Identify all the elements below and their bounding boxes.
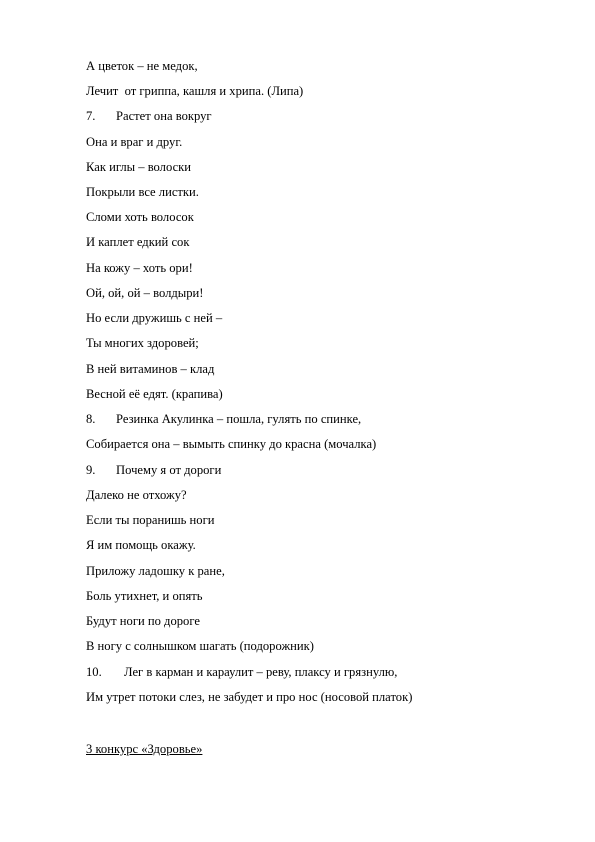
- text-line: Боль утихнет, и опять: [86, 589, 203, 603]
- text-line: И каплет едкий сок: [86, 235, 190, 249]
- text-line: Она и враг и друг.: [86, 135, 183, 149]
- text-line: В ней витаминов – клад: [86, 362, 215, 376]
- numbered-line: 7. Растет она вокруг: [86, 109, 212, 123]
- text-line: Лечит от гриппа, кашля и хрипа. (Липа): [86, 84, 304, 98]
- text-line: Будут ноги по дороге: [86, 614, 200, 628]
- text-line: Весной её едят. (крапива): [86, 387, 223, 401]
- numbered-line: 8. Резинка Акулинка – пошла, гулять по спинке,: [86, 412, 362, 426]
- text-line: Как иглы – волоски: [86, 160, 192, 174]
- text-line: На кожу – хоть ори!: [86, 261, 193, 275]
- text-line: Ты многих здоровей;: [86, 336, 199, 350]
- item-number: 7.: [86, 109, 96, 123]
- numbered-line: 9. Почему я от дороги: [86, 463, 222, 477]
- text-line: А цветок – не медок,: [86, 59, 198, 73]
- text-line: Собирается она – вымыть спинку до красна (мочалка): [86, 437, 377, 451]
- numbered-line: 10. Лег в карман и караулит – реву, плаксу и грязнулю,: [86, 665, 398, 679]
- text-line: Далеко не отхожу?: [86, 488, 187, 502]
- text-line: Я им помощь окажу.: [86, 538, 196, 552]
- item-number: 9.: [86, 463, 96, 477]
- text-line: Им утрет потоки слез, не забудет и про нос (носовой платок): [86, 690, 413, 704]
- item-number: 8.: [86, 412, 96, 426]
- text-line: Если ты поранишь ноги: [86, 513, 215, 527]
- text-line: Приложу ладошку к ране,: [86, 564, 225, 578]
- text-line: В ногу с солнышком шагать (подорожник): [86, 639, 314, 653]
- section-heading: 3 конкурс «Здоровье»: [86, 742, 203, 756]
- text-line: Покрыли все листки.: [86, 185, 199, 199]
- item-number: 10.: [86, 665, 102, 679]
- text-line: Ой, ой, ой – волдыри!: [86, 286, 204, 300]
- text-line: Сломи хоть волосок: [86, 210, 194, 224]
- text-line: Но если дружишь с ней –: [86, 311, 223, 325]
